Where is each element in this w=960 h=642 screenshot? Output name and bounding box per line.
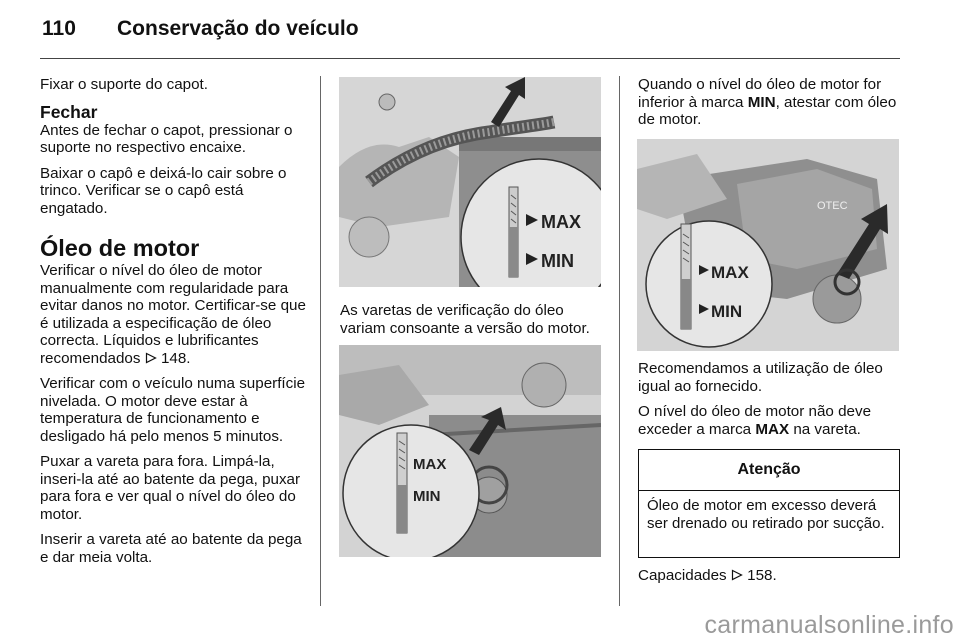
warning-body: Óleo de motor em excesso deverá ser drenado ou retirado por sucção. [647, 497, 885, 532]
label-max-1: MAX [541, 212, 581, 232]
label-max-2: MAX [413, 456, 447, 473]
paragraph-oil-2: Verificar com o veículo numa superfície nivelada. O motor deve estar à temperatura de funcionamento e desligado há pelo menos 5 minutos. [40, 375, 306, 445]
engine-illustration-2 [339, 345, 601, 557]
column-divider-right [619, 76, 620, 606]
heading-engine-oil: Óleo de motor [40, 235, 200, 261]
engine-illustration-1 [339, 77, 601, 287]
paragraph-close-1: Antes de fechar o capot, pressionar o suporte no respectivo encaixe. [40, 121, 293, 156]
paragraph-oil-1: Verificar o nível do óleo de motor manualmente com regularidade para evitar danos no motor. Certificar-se que é utilizada a especificação de óleo correcta. Líquidos e lubrificantes recomendados 148. [40, 262, 306, 367]
dipstick-figure-3 [637, 139, 899, 351]
paragraph-fix-support: Fixar o suporte do capot. [40, 76, 208, 93]
page-number: 110 [42, 17, 76, 40]
watermark: carmanualsonline.info [704, 611, 954, 639]
header-divider [40, 58, 900, 59]
paragraph-min-level: Quando o nível do óleo de motor for inferior à marca MIN, atestar com óleo de motor. [638, 76, 897, 128]
label-min-2: MIN [413, 488, 441, 505]
label-min-3: MIN [711, 302, 743, 321]
dipstick-figure-2 [339, 345, 601, 557]
paragraph-oil-4: Inserir a vareta até ao batente da pega e dar meia volta. [40, 531, 302, 566]
figure-caption: As varetas de verificação do óleo variam consoante a versão do motor. [340, 302, 590, 337]
page-reference-icon [731, 569, 743, 581]
column-right-text [638, 360, 900, 446]
warning-box [638, 449, 900, 558]
engine-cover-text: OTEC [817, 200, 848, 212]
page-title: Conservação do veículo [117, 17, 359, 40]
paragraph-max-level: O nível do óleo de motor não deve exceder a marca MAX na vareta. [638, 403, 872, 438]
column-left [40, 76, 308, 574]
column-divider-left [320, 76, 321, 606]
paragraph-oil-3: Puxar a vareta para fora. Limpá-la, inseri-la até ao batente da pega, puxar para fora e ver qual o nível do óleo do motor. [40, 453, 301, 523]
page-reference-icon [145, 352, 157, 364]
dipstick-figure-1 [339, 77, 601, 287]
label-min-1: MIN [541, 251, 574, 271]
warning-title: Atenção [639, 450, 899, 491]
paragraph-capacities: Capacidades 158. [638, 567, 777, 584]
paragraph-close-2: Baixar o capô e deixá-lo cair sobre o trinco. Verificar se o capô está engatado. [40, 164, 287, 217]
engine-illustration-3 [637, 139, 899, 351]
paragraph-recommend: Recomendamos a utilização de óleo igual ao fornecido. [638, 360, 883, 395]
label-max-3: MAX [711, 263, 749, 282]
heading-close: Fechar [40, 101, 98, 122]
